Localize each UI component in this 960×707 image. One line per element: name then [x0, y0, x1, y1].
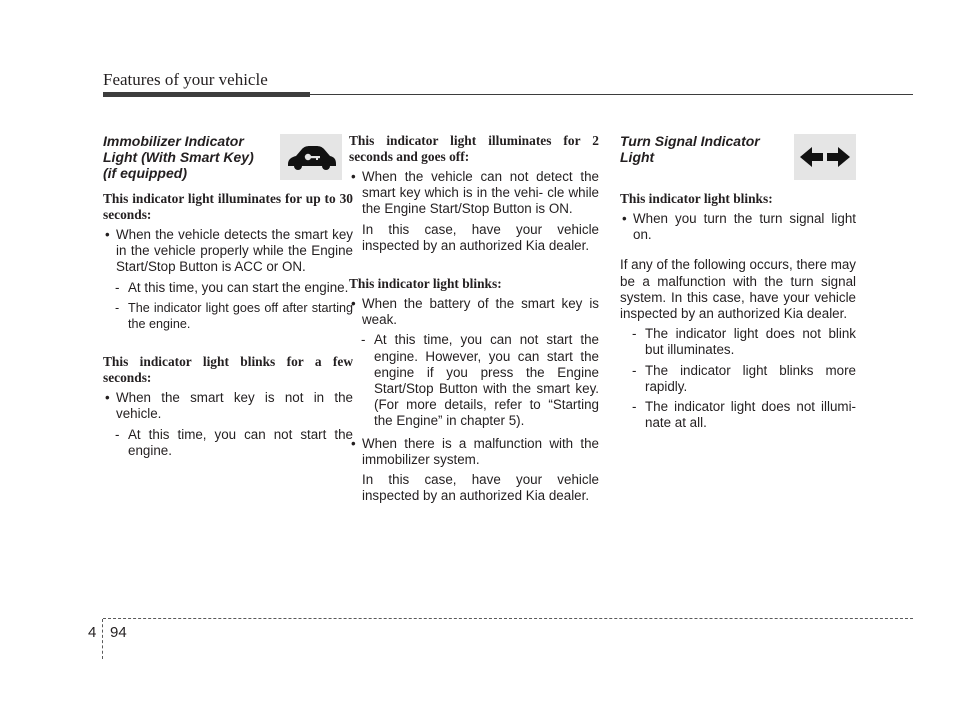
sub-item: - The indicator light blinks more rapidly. [620, 363, 856, 395]
sub-item: - The indicator light does not blink but illuminates. [620, 326, 856, 358]
header-rule-thin [310, 94, 913, 95]
continuation-text: In this case, have your vehicle inspected by an authorized Kia dealer. [362, 472, 599, 504]
bullet-item: • When the smart key is not in the vehicle. [103, 390, 353, 422]
footer-rule [103, 618, 913, 619]
bullet-item: • When you turn the turn signal light on. [620, 211, 856, 243]
page-number: 94 [110, 624, 127, 641]
condition-heading: This indicator light blinks: [620, 191, 773, 206]
sub-item: - The indicator light goes off after starting the engine. [103, 300, 353, 332]
chapter-number: 4 [88, 624, 97, 641]
bullet-item: • When the battery of the smart key is weak. [349, 296, 599, 328]
condition-heading: This indicator light blinks for a few seconds: [103, 354, 353, 386]
condition-heading: This indicator light illuminates for up to 30 seconds: [103, 191, 353, 222]
sub-item: - At this time, you can not start the engine. However, you can start the engine if you press the Engine Start/Stop Button with the smart key. (For more details, refer to “Starting the Engine” in chapter 5). [349, 332, 599, 429]
car-key-icon [280, 134, 342, 180]
title-line: Immobilizer Indicator [103, 133, 244, 149]
title-line: Light [620, 149, 655, 165]
condition-heading: This indicator light illuminates for 2 seconds and goes off: [349, 133, 599, 164]
title-line: Turn Signal Indicator [620, 133, 760, 149]
column-immobilizer-cont [349, 133, 599, 504]
column-immobilizer [103, 133, 353, 459]
title-line: Light (With Smart Key) [103, 149, 254, 165]
bullet-item: • When the vehicle detects the smart key in the vehicle properly while the Engine Start/Stop Button is ACC or ON. [103, 227, 353, 276]
footer-divider [102, 619, 103, 659]
condition-heading: This indicator light blinks: [349, 276, 502, 292]
sub-item: - The indicator light does not illumi- nate at all. [620, 399, 856, 431]
sub-item: - At this time, you can not start the engine. [103, 427, 353, 459]
header-rule-thick [103, 92, 310, 97]
bullet-item: • When the vehicle can not detect the smart key which is in the vehi- cle while the Engine Start/Stop Button is ON. [349, 169, 599, 218]
continuation-text: In this case, have your vehicle inspected by an authorized Kia dealer. [362, 221, 599, 253]
title-line: (if equipped) [103, 165, 187, 181]
bullet-item: • When there is a malfunction with the immobilizer system. [349, 436, 599, 468]
turn-signal-arrows-icon [794, 134, 856, 180]
page-header-title: Features of your vehicle [103, 70, 268, 89]
paragraph: If any of the following occurs, there may be a malfunction with the turn signal system. In this case, have your vehicle inspected by an authorized Kia dealer. [620, 257, 856, 322]
sub-item: - At this time, you can start the engine. [103, 280, 353, 296]
